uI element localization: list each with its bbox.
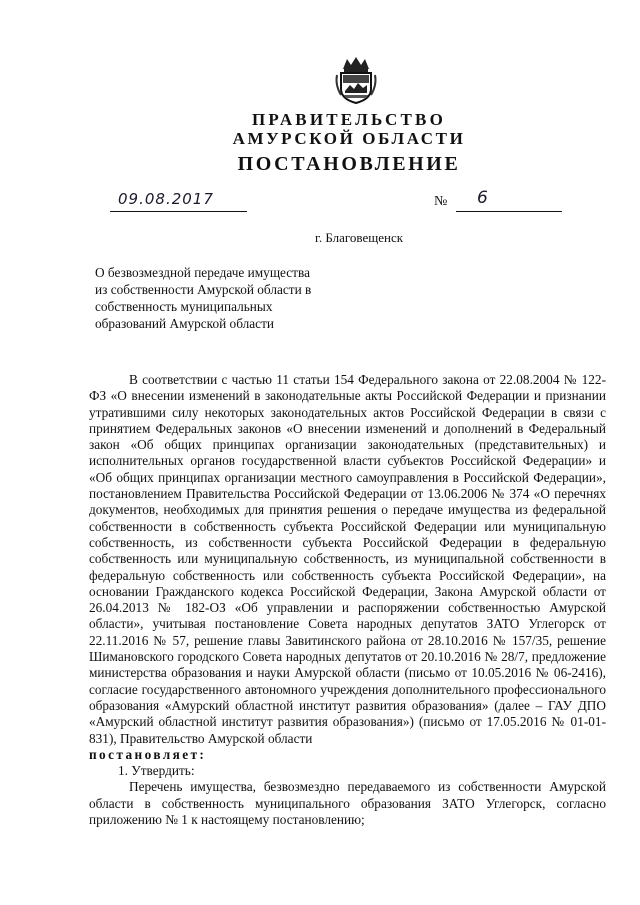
number-underline	[456, 211, 562, 212]
document-date: 09.08.2017	[118, 190, 214, 208]
resolve-word: постановляет:	[89, 746, 207, 762]
region-title: АМУРСКОЙ ОБЛАСТИ	[232, 129, 466, 148]
date-underline	[110, 211, 247, 212]
document-number: 6	[477, 188, 488, 208]
government-title: ПРАВИТЕЛЬСТВО	[252, 110, 446, 129]
subject-line: О безвозмездной передаче имущества	[95, 265, 311, 280]
number-label: №	[434, 194, 448, 209]
document-subject	[95, 264, 345, 332]
document-type-title: ПОСТАНОВЛЕНИЕ	[237, 153, 461, 175]
coat-of-arms-emblem	[333, 55, 379, 105]
preamble-paragraph: В соответствии с частью 11 статьи 154 Федерального закона от 22.08.2004 № 122-ФЗ «О внесении изменений в законодательные акты Российской Федерации и признании утратившими силу некоторых законодательных актов Российской Федерации в связи с принятием Федеральных законов «О внесении изменений и дополнений в Федеральный закон «Об общих принципах организации законодательных (представительных) и исполнительных органов государственной власти субъектов Российской Федерации» и «Об общих принципах организации местного самоуправления в Российской Федерации», постановлением Правительства Российской Федерации от 13.06.2006 № 374 «О перечнях документов, необходимых для принятия решения о передаче имущества из федеральной собственности в собственность субъекта Российской Федерации или муниципальную собственность, из собственности субъекта Российской Федерации в федеральную собственность или муниципальную собственность, из муниципальной собственности в федеральную собственность или собственность субъекта Российской Федерации», на основании Гражданского кодекса Российской Федерации, Закона Амурской области от 26.04.2013 № 182-ОЗ «Об управлении и распоряжении собственностью Амурской области», учитывая постановление Совета народных депутатов ЗАТО Углегорск от 22.11.2016 № 57, решение главы Завитинского района от 28.10.2016 № 157/35, решение Шимановского городского Совета народных депутатов от 20.10.2016 № 28/7, предложение министерства образования и науки Амурской области (письмо от 10.05.2016 № 06-2416), согласие государственного автономного учреждения дополнительного профессионального образования «Амурский областной институт развития образования» (далее – ГАУ ДПО «Амурский областной институт развития образования») (письмо от 17.05.2016 № 01-01-831), Правительство Амурской области	[89, 372, 606, 746]
city-line: г. Благовещенск	[314, 230, 404, 245]
subject-line: собственность муниципальных	[95, 299, 273, 314]
list-paragraph: Перечень имущества, безвозмездно передаваемого из собственности Амурской области в собственность муниципального образования ЗАТО Углегорск, согласно приложению № 1 к настоящему постановлению;	[89, 779, 606, 828]
item-one: 1. Утвердить:	[118, 763, 195, 779]
subject-line: образований Амурской области	[95, 316, 275, 331]
document-body	[89, 372, 606, 828]
subject-line: из собственности Амурской области в	[95, 282, 312, 297]
